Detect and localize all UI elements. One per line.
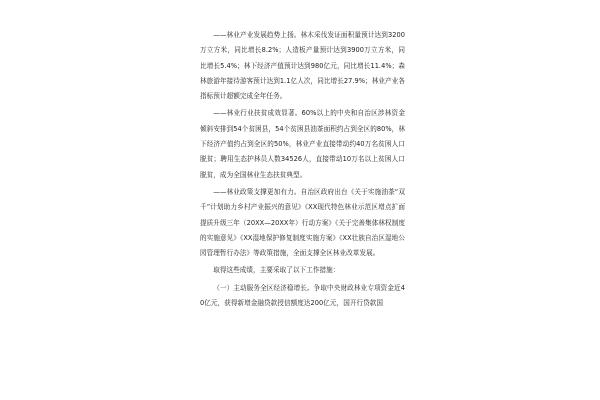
paragraph-measure-one: （一）主动服务全区经济稳增长。争取中央财政林业专项资金近40亿元，获得新增金融贷款授信额度达200亿元，国开行贷款国 (200, 283, 405, 308)
document-body (200, 28, 405, 311)
paragraph-policy-support: ——林业政策支撑更加有力。自治区政府出台《关于实施油茶“双千”计划助力乡村产业振兴的意见》《XX现代特色林业示范区增点扩面提质升级三年（20XX—20XX年）行动方案》《关于完善集体林权制度的实施意见》《XX湿地保护修复制度实施方案》《XX壮族自治区湿地公园管理暂行办法》等政策措施，全面支撑全区林业改革发展。 (200, 187, 405, 258)
paragraph-poverty-alleviation: ——林业行业扶贫成效显著。60%以上的中央和自治区涉林资金倾斜安排到54个贫困县，54个贫困县油茶面积约占到全区的80%，林下经济产值约占到全区的50%，林业产业直接带动约40万名贫困人口脱贫；聘用生态护林员人数34526人，直接带动10万名以上贫困人口脱贫，成为全国林业生态扶贫典型。 (200, 109, 405, 179)
paragraph-industry-trend: ——林业产业发展趋势上扬。林木采伐发证面积量预计达到3200万立方米，同比增长8.2%；人造板产量预计达到3900万立方米，同比增长5.4%；林下经济产值预计达到980亿元，同比增长11.4%；森林旅游年接待游客预计达到1.1亿人次，同比增长27.9%；林业产业各指标预计超额完成全年任务。 (200, 31, 405, 101)
paragraph-measures-intro: 取得这些成绩，主要采取了以下工作措施： (213, 266, 340, 275)
